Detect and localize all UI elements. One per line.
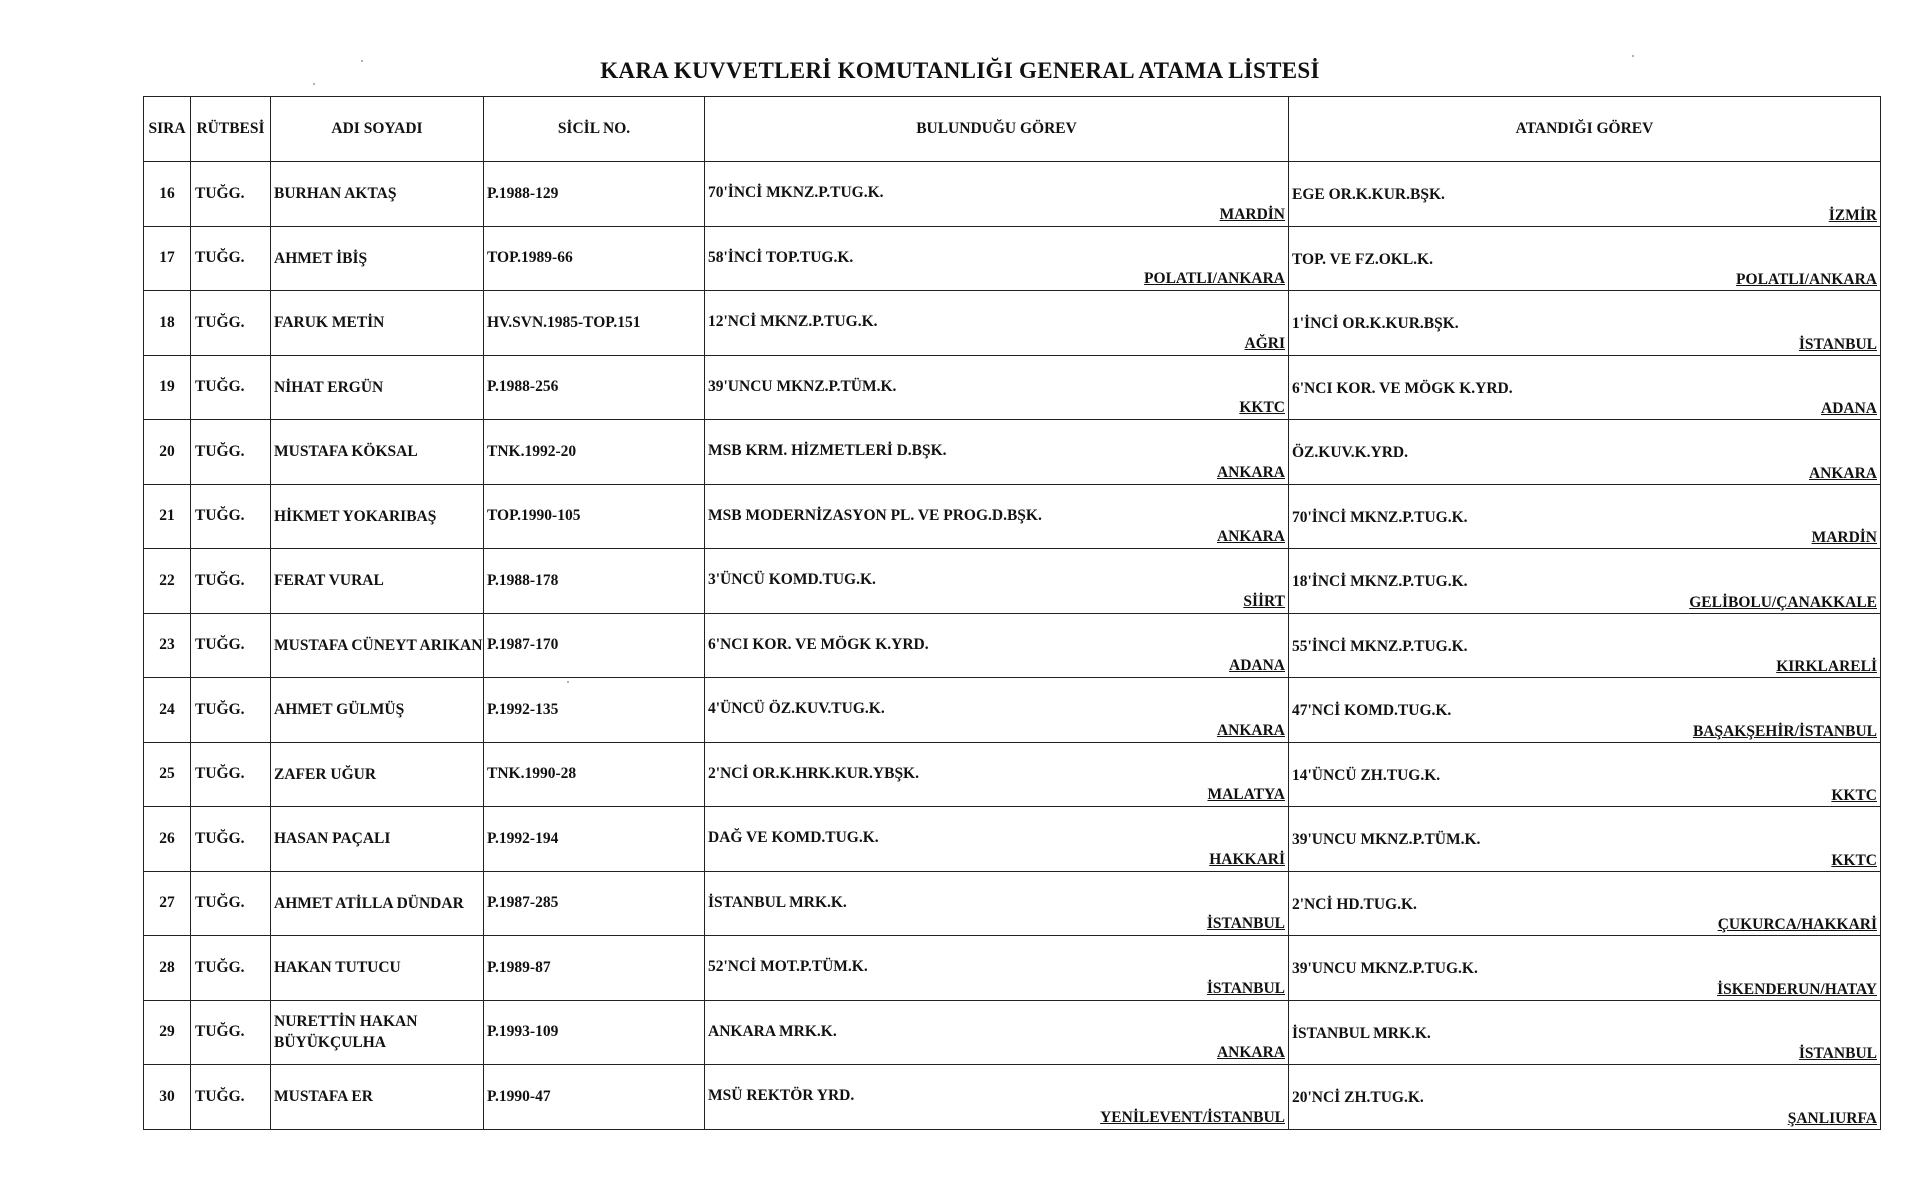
atandigi-location: ANKARA [1808, 464, 1877, 482]
rutbe-cell: TUĞG. [191, 613, 271, 678]
table-row [144, 549, 1881, 614]
rutbe-cell: TUĞG. [191, 936, 271, 1001]
sicil-cell: P.1990-47 [484, 1065, 705, 1130]
sicil-cell: P.1988-256 [484, 355, 705, 420]
table-row [144, 484, 1881, 549]
table-row [144, 613, 1881, 678]
sira-cell: 25 [144, 742, 191, 807]
sicil-cell: P.1988-178 [484, 549, 705, 614]
atandigi-unit: 47'NCİ KOMD.TUG.K. [1292, 702, 1452, 719]
atandigi-unit: 2'NCİ HD.TUG.K. [1292, 895, 1417, 913]
atandigi-gorev-cell [1289, 549, 1881, 614]
rutbe-cell: TUĞG. [191, 484, 271, 549]
sira-cell: 23 [144, 613, 191, 678]
bulundugu-location: ANKARA [1216, 721, 1285, 739]
bulundugu-unit: 39'UNCU MKNZ.P.TÜM.K. [708, 377, 897, 395]
bulundugu-unit: 6'NCI KOR. VE MÖGK K.YRD. [708, 635, 929, 653]
bulundugu-location: MARDİN [1219, 205, 1285, 223]
name-cell: HASAN PAÇALI [271, 807, 484, 872]
atandigi-gorev-cell [1289, 742, 1881, 807]
table-row [144, 162, 1881, 227]
atandigi-unit: 18'İNCİ MKNZ.P.TUG.K. [1292, 573, 1468, 590]
sira-cell: 24 [144, 678, 191, 743]
sira-cell: 17 [144, 226, 191, 291]
atandigi-gorev-cell [1289, 807, 1881, 872]
name-cell: HİKMET YOKARIBAŞ [271, 484, 484, 549]
atandigi-unit: 14'ÜNCÜ ZH.TUG.K. [1292, 766, 1441, 784]
rutbe-cell: TUĞG. [191, 742, 271, 807]
bulundugu-unit: ANKARA MRK.K. [708, 1022, 837, 1040]
rutbe-cell: TUĞG. [191, 678, 271, 743]
atandigi-location: KKTC [1831, 851, 1877, 869]
bulundugu-location: ANKARA [1216, 463, 1285, 481]
atandigi-unit: 20'NCİ ZH.TUG.K. [1292, 1089, 1424, 1106]
atandigi-location: KKTC [1831, 787, 1877, 804]
table-row [144, 936, 1881, 1001]
rutbe-cell: TUĞG. [191, 549, 271, 614]
bulundugu-location: AĞRI [1244, 334, 1285, 352]
bulundugu-unit: 4'ÜNCÜ ÖZ.KUV.TUG.K. [708, 700, 885, 717]
atandigi-gorev-cell [1289, 613, 1881, 678]
atandigi-gorev-cell [1289, 484, 1881, 549]
table-row [144, 1000, 1881, 1065]
atandigi-unit: 70'İNCİ MKNZ.P.TUG.K. [1292, 508, 1468, 526]
atandigi-location: ÇUKURCA/HAKKARİ [1717, 916, 1877, 933]
page-title: KARA KUVVETLERİ KOMUTANLIĞI GENERAL ATAMA LİSTESİ [600, 58, 1320, 83]
bulundugu-gorev-cell [705, 291, 1289, 356]
bulundugu-unit: 58'İNCİ TOP.TUG.K. [708, 248, 854, 266]
rutbe-cell: TUĞG. [191, 226, 271, 291]
rutbe-cell: TUĞG. [191, 871, 271, 936]
bulundugu-location: ADANA [1229, 657, 1285, 674]
bulundugu-gorev-cell [705, 549, 1289, 614]
table-row [144, 291, 1881, 356]
bulundugu-unit: 52'NCİ MOT.P.TÜM.K. [708, 958, 868, 975]
table-row [144, 742, 1881, 807]
table-row [144, 420, 1881, 485]
name-cell: MUSTAFA ER [271, 1065, 484, 1130]
sicil-cell: P.1989-87 [484, 936, 705, 1001]
sicil-cell: P.1988-129 [484, 162, 705, 227]
atandigi-unit: EGE OR.K.KUR.BŞK. [1292, 186, 1445, 203]
bulundugu-gorev-cell [705, 742, 1289, 807]
bulundugu-unit: DAĞ VE KOMD.TUG.K. [708, 829, 879, 846]
bulundugu-unit: MSB KRM. HİZMETLERİ D.BŞK. [708, 442, 947, 459]
name-cell: MUSTAFA KÖKSAL [271, 420, 484, 485]
name-cell: AHMET İBİŞ [271, 226, 484, 291]
sicil-cell: TNK.1990-28 [484, 742, 705, 807]
bulundugu-gorev-cell [705, 613, 1289, 678]
atandigi-unit: 39'UNCU MKNZ.P.TÜM.K. [1292, 831, 1481, 848]
sira-cell: 19 [144, 355, 191, 420]
atandigi-unit: 39'UNCU MKNZ.P.TUG.K. [1292, 960, 1478, 977]
sira-cell: 29 [144, 1000, 191, 1065]
bulundugu-location: ANKARA [1216, 1044, 1285, 1061]
atandigi-location: İZMİR [1828, 206, 1877, 224]
name-cell: MUSTAFA CÜNEYT ARIKAN [271, 613, 484, 678]
bulundugu-gorev-cell [705, 484, 1289, 549]
sira-cell: 27 [144, 871, 191, 936]
sicil-cell: P.1987-170 [484, 613, 705, 678]
name-cell: FARUK METİN [271, 291, 484, 356]
sicil-cell: P.1987-285 [484, 871, 705, 936]
bulundugu-location: MALATYA [1207, 786, 1285, 803]
bulundugu-gorev-cell [705, 678, 1289, 743]
atandigi-unit: TOP. VE FZ.OKL.K. [1292, 250, 1433, 268]
atandigi-gorev-cell [1289, 162, 1881, 227]
atandigi-gorev-cell [1289, 936, 1881, 1001]
header-atandigi-gorev: ATANDIĞI GÖREV [1289, 97, 1881, 162]
sira-cell: 22 [144, 549, 191, 614]
atandigi-gorev-cell [1289, 678, 1881, 743]
bulundugu-location: İSTANBUL [1206, 979, 1285, 997]
atandigi-location: İSKENDERUN/HATAY [1717, 980, 1877, 998]
table-header-row [144, 97, 1881, 162]
bulundugu-unit: 3'ÜNCÜ KOMD.TUG.K. [708, 571, 876, 588]
table-row [144, 226, 1881, 291]
atandigi-location: MARDİN [1811, 529, 1877, 546]
sicil-cell: P.1992-135 [484, 678, 705, 743]
sicil-cell: HV.SVN.1985-TOP.151 [484, 291, 705, 356]
sira-cell: 20 [144, 420, 191, 485]
sicil-cell: TNK.1992-20 [484, 420, 705, 485]
rutbe-cell: TUĞG. [191, 1000, 271, 1065]
bulundugu-unit: MSB MODERNİZASYON PL. VE PROG.D.BŞK. [708, 506, 1042, 524]
sira-cell: 26 [144, 807, 191, 872]
header-bulundugu-gorev: BULUNDUĞU GÖREV [705, 97, 1289, 162]
sicil-cell: P.1992-194 [484, 807, 705, 872]
bulundugu-location: İSTANBUL [1206, 915, 1285, 932]
name-cell: HAKAN TUTUCU [271, 936, 484, 1001]
atandigi-location: ADANA [1821, 400, 1877, 417]
rutbe-cell: TUĞG. [191, 291, 271, 356]
header-sira: SIRA [144, 97, 191, 162]
bulundugu-location: ANKARA [1216, 528, 1285, 545]
atandigi-location: GELİBOLU/ÇANAKKALE [1689, 593, 1877, 611]
bulundugu-unit: 70'İNCİ MKNZ.P.TUG.K. [708, 184, 884, 201]
bulundugu-gorev-cell [705, 1065, 1289, 1130]
bulundugu-gorev-cell [705, 1000, 1289, 1065]
name-cell: AHMET GÜLMÜŞ [271, 678, 484, 743]
atandigi-gorev-cell [1289, 871, 1881, 936]
table-row [144, 355, 1881, 420]
sira-cell: 30 [144, 1065, 191, 1130]
bulundugu-gorev-cell [705, 420, 1289, 485]
bulundugu-location: SİİRT [1243, 592, 1285, 610]
atandigi-gorev-cell [1289, 420, 1881, 485]
name-cell: FERAT VURAL [271, 549, 484, 614]
bulundugu-gorev-cell [705, 226, 1289, 291]
atandigi-location: BAŞAKŞEHİR/İSTANBUL [1692, 722, 1877, 740]
table-row [144, 678, 1881, 743]
bulundugu-gorev-cell [705, 936, 1289, 1001]
bulundugu-gorev-cell [705, 871, 1289, 936]
name-cell: NURETTİN HAKAN BÜYÜKÇULHA [271, 1000, 484, 1065]
table-row [144, 871, 1881, 936]
bulundugu-unit: 2'NCİ OR.K.HRK.KUR.YBŞK. [708, 764, 919, 782]
atandigi-location: KIRKLARELİ [1776, 658, 1877, 675]
bulundugu-location: KKTC [1239, 399, 1285, 416]
atandigi-unit: ÖZ.KUV.K.YRD. [1292, 444, 1408, 461]
header-sicil-no: SİCİL NO. [484, 97, 705, 162]
atandigi-unit: 6'NCI KOR. VE MÖGK K.YRD. [1292, 379, 1513, 397]
atandigi-location: POLATLI/ANKARA [1736, 271, 1877, 288]
sira-cell: 16 [144, 162, 191, 227]
rutbe-cell: TUĞG. [191, 162, 271, 227]
atandigi-unit: İSTANBUL MRK.K. [1292, 1024, 1431, 1042]
bulundugu-location: HAKKARİ [1209, 850, 1285, 868]
bulundugu-location: POLATLI/ANKARA [1144, 270, 1285, 287]
assignment-table [143, 96, 1881, 1130]
bulundugu-unit: 12'NCİ MKNZ.P.TUG.K. [708, 313, 878, 330]
table-row [144, 807, 1881, 872]
atandigi-location: İSTANBUL [1798, 1045, 1877, 1062]
atandigi-unit: 55'İNCİ MKNZ.P.TUG.K. [1292, 637, 1468, 655]
atandigi-gorev-cell [1289, 291, 1881, 356]
sicil-cell: P.1993-109 [484, 1000, 705, 1065]
header-adi-soyadi: ADI SOYADI [271, 97, 484, 162]
atandigi-gorev-cell [1289, 226, 1881, 291]
atandigi-gorev-cell [1289, 355, 1881, 420]
rutbe-cell: TUĞG. [191, 807, 271, 872]
bulundugu-gorev-cell [705, 355, 1289, 420]
name-cell: BURHAN AKTAŞ [271, 162, 484, 227]
sira-cell: 28 [144, 936, 191, 1001]
atandigi-gorev-cell [1289, 1000, 1881, 1065]
rutbe-cell: TUĞG. [191, 1065, 271, 1130]
bulundugu-gorev-cell [705, 807, 1289, 872]
atandigi-location: İSTANBUL [1798, 335, 1877, 353]
rutbe-cell: TUĞG. [191, 420, 271, 485]
table-row [144, 1065, 1881, 1130]
sicil-cell: TOP.1989-66 [484, 226, 705, 291]
name-cell: AHMET ATİLLA DÜNDAR [271, 871, 484, 936]
atandigi-location: ŞANLIURFA [1787, 1109, 1877, 1127]
sira-cell: 18 [144, 291, 191, 356]
header-rutbe: RÜTBESİ [191, 97, 271, 162]
atandigi-unit: 1'İNCİ OR.K.KUR.BŞK. [1292, 315, 1459, 332]
sicil-cell: TOP.1990-105 [484, 484, 705, 549]
name-cell: ZAFER UĞUR [271, 742, 484, 807]
bulundugu-location: YENİLEVENT/İSTANBUL [1100, 1108, 1285, 1126]
bulundugu-gorev-cell [705, 162, 1289, 227]
bulundugu-unit: MSÜ REKTÖR YRD. [708, 1087, 855, 1104]
atandigi-gorev-cell [1289, 1065, 1881, 1130]
rutbe-cell: TUĞG. [191, 355, 271, 420]
sira-cell: 21 [144, 484, 191, 549]
name-cell: NİHAT ERGÜN [271, 355, 484, 420]
bulundugu-unit: İSTANBUL MRK.K. [708, 893, 847, 911]
